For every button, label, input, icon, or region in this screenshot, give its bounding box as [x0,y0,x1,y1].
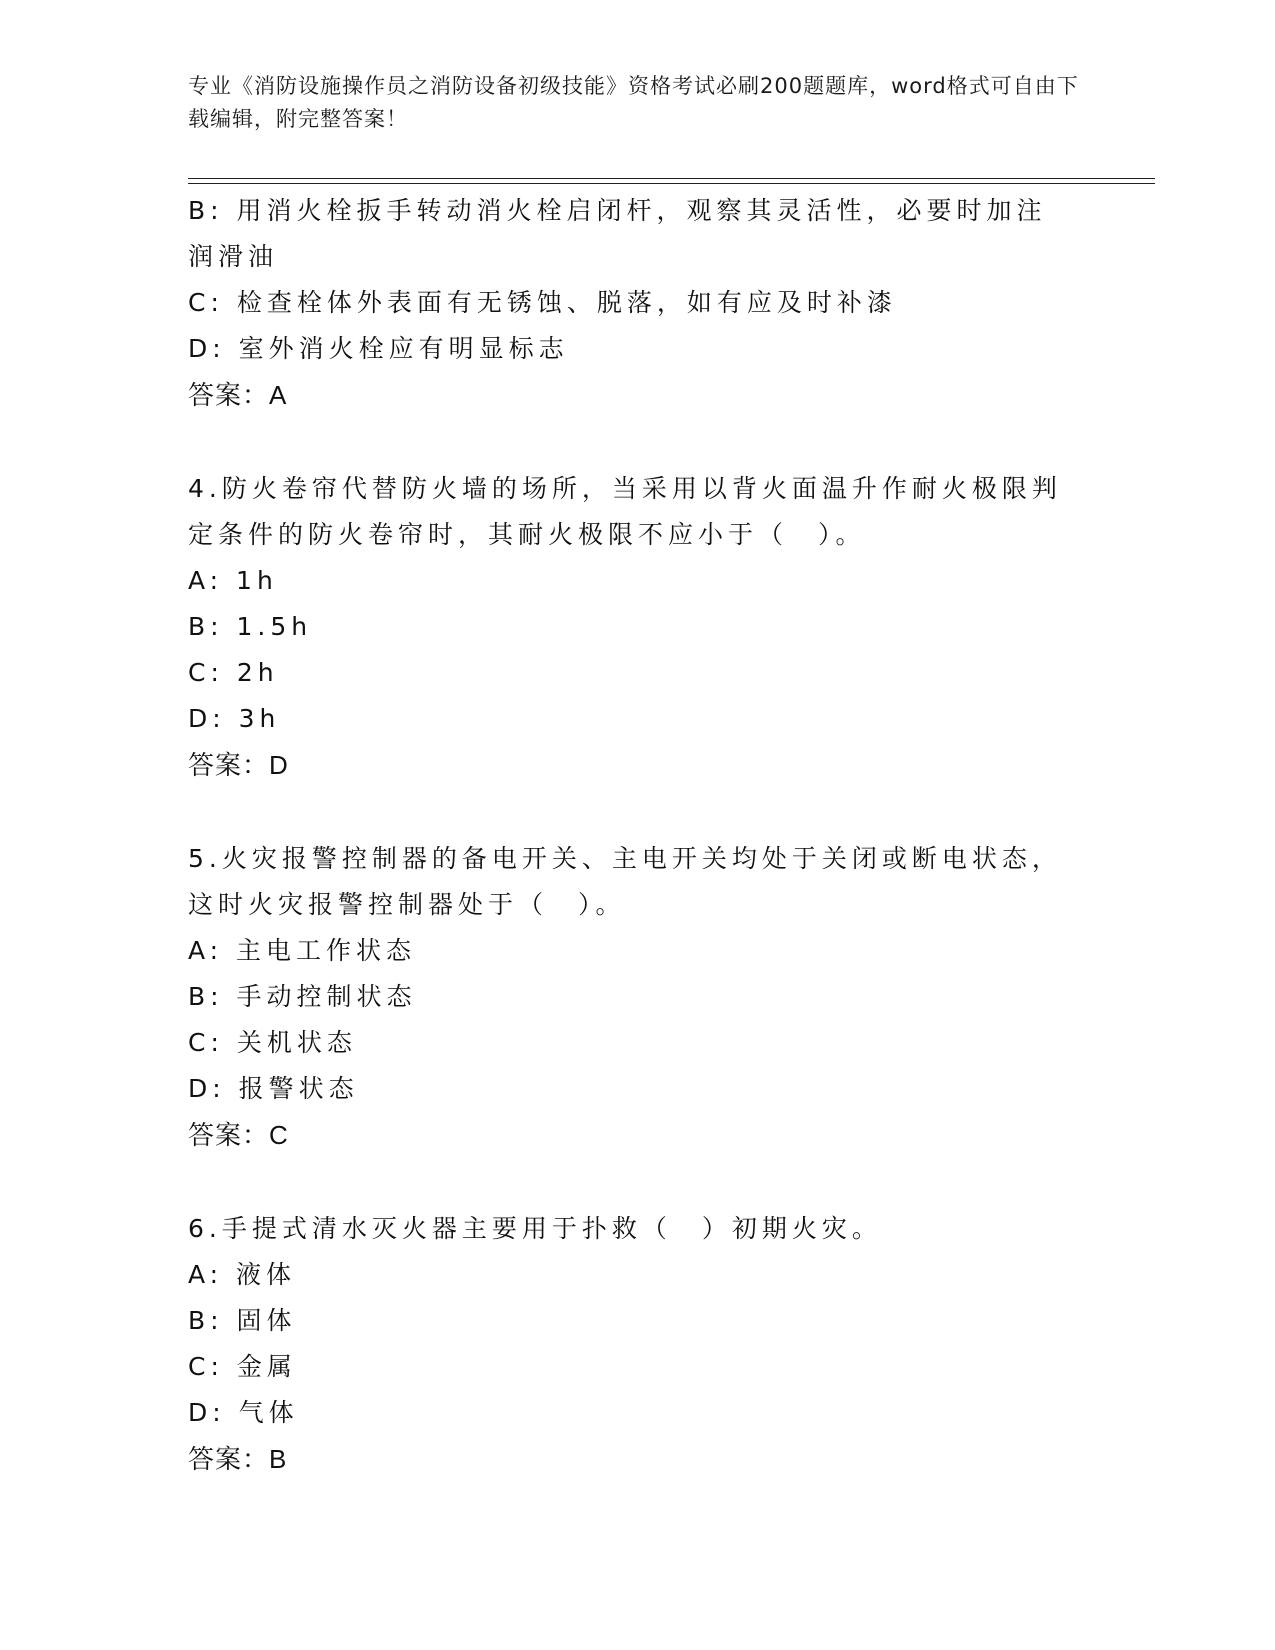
question-5 [188,836,1088,1158]
question-4 [188,466,1088,788]
option-b: B: 1.5h [188,612,313,641]
option-a: A: 主电工作状态 [188,936,417,965]
answer: 答案：C [188,1120,289,1150]
question-text: 4.防火卷帘代替防火墙的场所，当采用以背火面温升作耐火极限判定条件的防火卷帘时，其耐火极限不应小于（ ）。 [188,474,1062,549]
answer: 答案：D [188,750,289,780]
option-d: D: 报警状态 [188,1074,359,1103]
option-c: C: 关机状态 [188,1028,357,1057]
option-d: D: 3h [188,704,281,733]
document-header: 专业《消防设施操作员之消防设备初级技能》资格考试必刷200题题库，word格式可自由下载编辑，附完整答案！ [188,74,1079,131]
question-text: 5.火灾报警控制器的备电开关、主电开关均处于关闭或断电状态，这时火灾报警控制器处于（ ）。 [188,844,1062,919]
answer: 答案：B [188,1444,288,1474]
q3-answer: 答案：A [188,380,288,410]
q3-option-b: B: 用消火栓扳手转动消火栓启闭杆，观察其灵活性，必要时加注润滑油 [188,196,1047,271]
question-text: 6.手提式清水灭火器主要用于扑救（ ）初期火灾。 [188,1214,882,1243]
option-a: A: 1h [188,566,278,595]
q3-option-d: D: 室外消火栓应有明显标志 [188,334,569,363]
option-c: C: 金属 [188,1352,297,1381]
option-a: A: 液体 [188,1260,297,1289]
q3-option-c: C: 检查栓体外表面有无锈蚀、脱落，如有应及时补漆 [188,288,897,317]
question-6 [188,1206,1088,1482]
header-divider-bottom [188,183,1155,184]
option-d: D: 气体 [188,1398,299,1427]
option-c: C: 2h [188,658,279,687]
header-divider-top [188,178,1155,179]
option-b: B: 手动控制状态 [188,982,417,1011]
option-b: B: 固体 [188,1306,297,1335]
question-list [188,188,1088,1482]
